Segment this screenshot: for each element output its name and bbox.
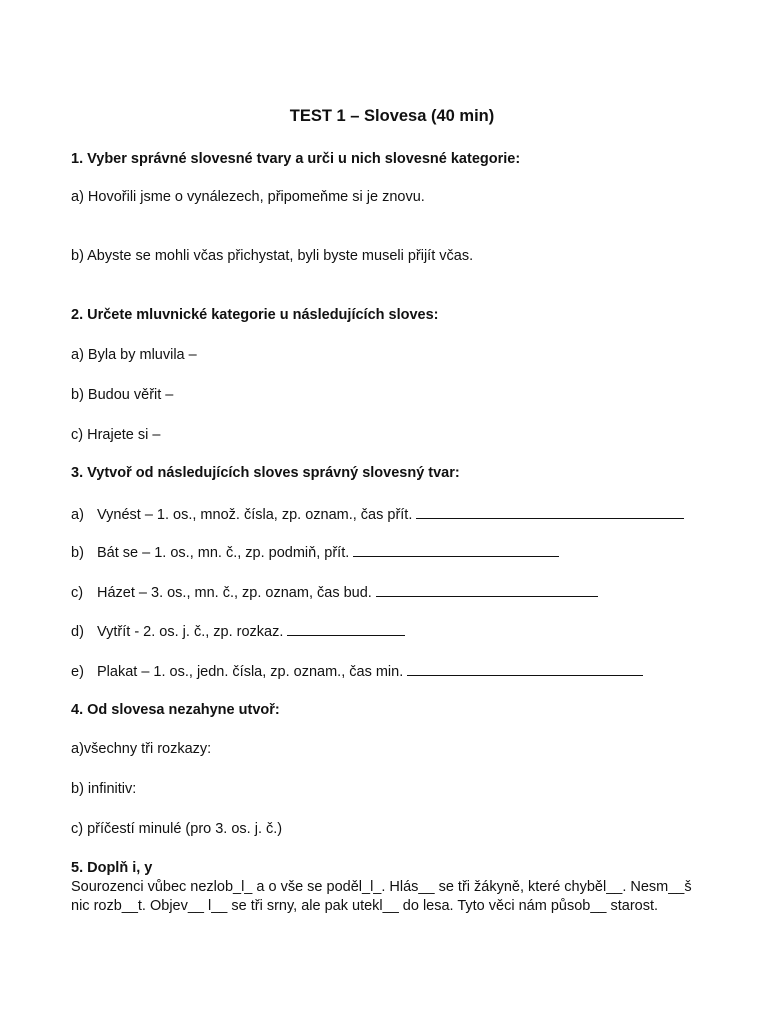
q3-item-a bbox=[71, 505, 684, 524]
q3-heading: 3. Vytvoř od následujících sloves správný slovesný tvar: bbox=[71, 465, 460, 481]
q3-item-text: Vynést – 1. os., množ. čísla, zp. oznam., čas přít. bbox=[97, 507, 413, 523]
q1-item-a: a) Hovořili jsme o vynálezech, připomeňme si je znovu. bbox=[71, 189, 425, 205]
q4-item-c: c) příčestí minulé (pro 3. os. j. č.) bbox=[71, 821, 283, 837]
q3-item-c bbox=[71, 583, 598, 602]
answer-blank[interactable] bbox=[407, 662, 643, 676]
q4-heading: 4. Od slovesa nezahyne utvoř: bbox=[71, 702, 280, 718]
q3-item-b bbox=[71, 543, 559, 562]
q5-text: Sourozenci vůbec nezlob_l_ a o vše se poděl_l_. Hlás__ se tři žákyně, které chyběl__. Nesm__š nic rozb__t. Objev__ l__ se tři srny, ale pak utekl__ do lesa. Tyto věci nám působ__ starost. bbox=[71, 879, 692, 914]
page-title: TEST 1 – Slovesa (40 min) bbox=[289, 107, 495, 125]
q2-item-b: b) Budou věřit – bbox=[71, 387, 174, 403]
q4-item-b: b) infinitiv: bbox=[71, 781, 137, 797]
q4-item-a: a)všechny tři rozkazy: bbox=[71, 741, 212, 757]
q3-item-text: Plakat – 1. os., jedn. čísla, zp. oznam., čas min. bbox=[97, 664, 404, 680]
q1-heading: 1. Vyber správné slovesné tvary a urči u nich slovesné kategorie: bbox=[71, 151, 521, 167]
answer-blank[interactable] bbox=[376, 583, 598, 597]
answer-blank[interactable] bbox=[353, 543, 559, 557]
q3-item-label: a) bbox=[71, 507, 84, 523]
answer-blank[interactable] bbox=[287, 622, 405, 636]
q3-item-label: e) bbox=[71, 664, 84, 680]
q3-item-text: Vytřít - 2. os. j. č., zp. rozkaz. bbox=[97, 624, 284, 640]
q3-item-label: d) bbox=[71, 624, 84, 640]
q2-item-c: c) Hrajete si – bbox=[71, 427, 161, 443]
q3-item-text: Házet – 3. os., mn. č., zp. oznam, čas bud. bbox=[97, 585, 372, 601]
q5-heading: 5. Doplň i, y bbox=[71, 860, 153, 876]
q1-item-b: b) Abyste se mohli včas přichystat, byli byste museli přijít včas. bbox=[71, 248, 474, 264]
q3-item-e bbox=[71, 662, 643, 681]
q2-heading: 2. Určete mluvnické kategorie u následujících sloves: bbox=[71, 307, 439, 323]
answer-blank[interactable] bbox=[416, 505, 684, 519]
q3-item-label: b) bbox=[71, 545, 84, 561]
q2-item-a: a) Byla by mluvila – bbox=[71, 347, 197, 363]
q3-item-d bbox=[71, 622, 405, 641]
q3-item-label: c) bbox=[71, 585, 84, 601]
q3-item-text: Bát se – 1. os., mn. č., zp. podmiň, přít. bbox=[97, 545, 350, 561]
